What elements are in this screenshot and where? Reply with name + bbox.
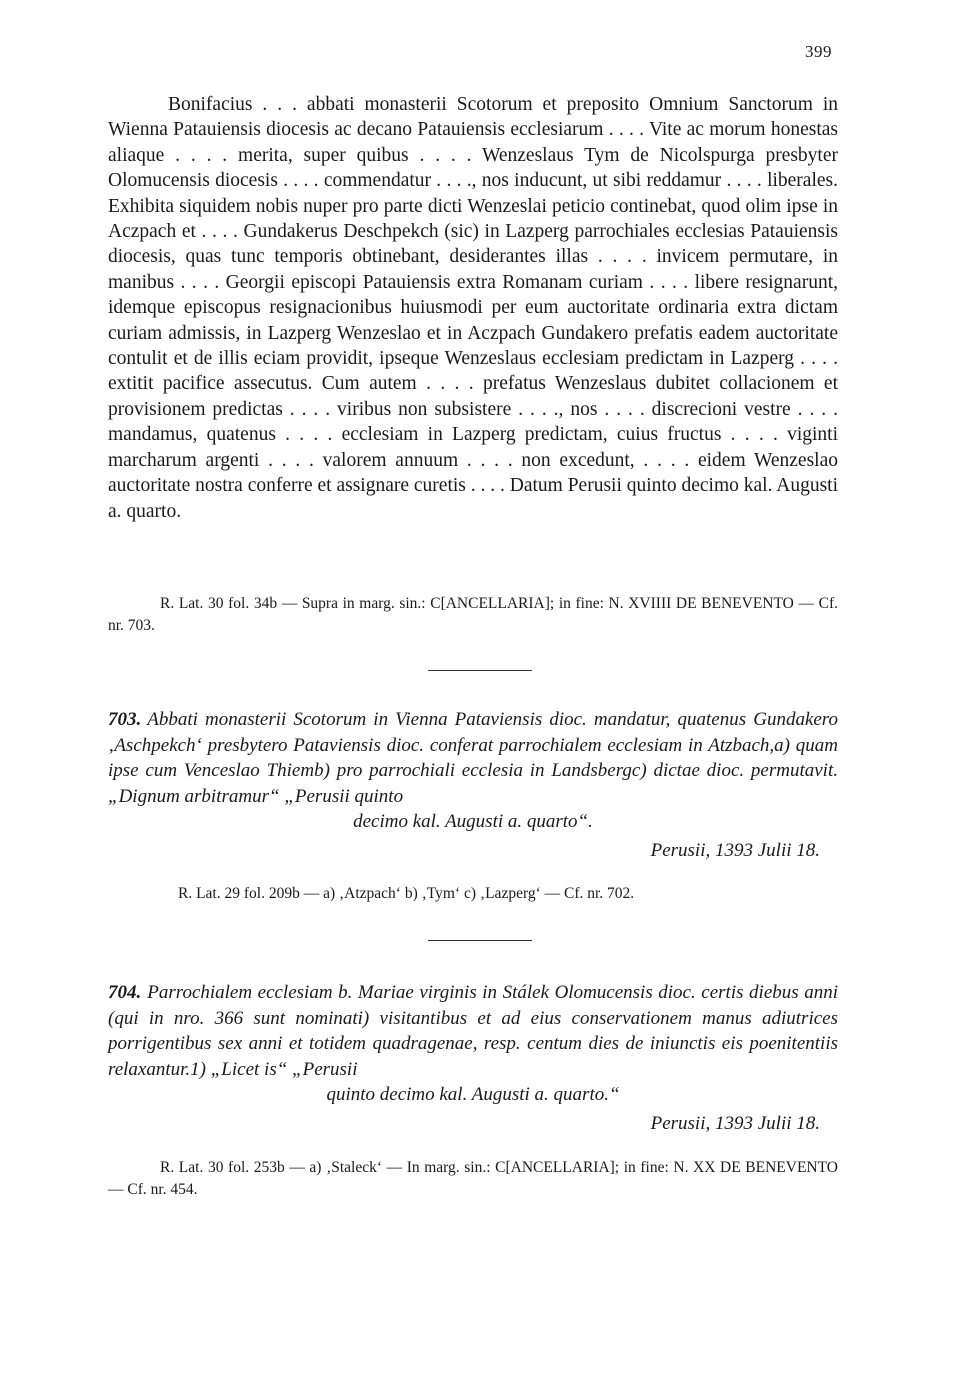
regest-date: Perusii, 1393 Julii 18. <box>650 840 820 861</box>
regest-date: Perusii, 1393 Julii 18. <box>650 1113 820 1134</box>
footnote-704: R. Lat. 30 fol. 253b — a) ‚Staleck‘ — In marg. sin.: C[ANCELLARIA]; in fine: N. XX DE BENEVENTO — Cf. nr. 454. <box>108 1159 838 1198</box>
section-divider <box>428 670 532 671</box>
regest-number: 703. <box>108 709 142 730</box>
footnote-702: R. Lat. 30 fol. 34b — Supra in marg. sin.: C[ANCELLARIA]; in fine: N. XVIIII DE BENEVENTO — Cf. nr. 703. <box>108 595 838 634</box>
page-number: 399 <box>805 42 832 61</box>
regest-last-line: decimo kal. Augusti a. quarto“. <box>353 811 593 833</box>
section-divider <box>428 940 532 941</box>
regest-text: Parrochialem ecclesiam b. Mariae virginis in Stálek Olomucensis dioc. certis diebus anni (qui in nro. 366 sunt nominati) visitantibus et ad eius conservationem manus adiutrices porrigentibus sex anni et totidem quadragenae, resp. centum dies de iniunctis eis poenitentiis relaxantur.1) „Licet is“ „Perusii <box>108 982 838 1080</box>
regest-number: 704. <box>108 982 142 1003</box>
regest-text: Abbati monasterii Scotorum in Vienna Pataviensis dioc. mandatur, quatenus Gundakero ‚Aschpekch‘ presbytero Pataviensis dioc. conferat parrochialem ecclesiam in Atzbach,a) quam ipse cum Venceslao Thiemb) pro parrochiali ecclesia in Landsbergc) dictae dioc. permutavit. „Dignum arbitramur“ „Perusii quinto <box>108 709 838 807</box>
regest-703 <box>108 707 838 835</box>
letter-body-text: Bonifacius . . . abbati monasterii Scotorum et preposito Omnium Sanctorum in Wienna Patauiensis diocesis ac decano Patauiensis ecclesiarum . . . . Vite ac morum honestas aliaque . . . . merita, super quibus . . . . Wenzeslaus Tym de Nicolspurga presbyter Olomucensis diocesis . . . . commendatur . . . ., nos inducunt, ut sibi reddamur . . . . liberales. Exhibita siquidem nobis nuper pro parte dicti Wenzeslai peticio continebat, quod olim ipse in Aczpach et . . . . Gundakerus Deschpekch (sic) in Lazperg parrochiales ecclesias Patauiensis diocesis, quas tunc temporis obtinebant, desiderantes illas . . . . invicem permutare, in manibus . . . . Georgii episcopi Patauiensis extra Romanam curiam . . . . libere resignarunt, idemque episcopus resignacionibus huiusmodi per eum auctoritate ordinaria extra dictam curiam admissis, in Lazperg Wenzeslao et in Aczpach Gundakero prefatis eadem auctoritate contulit et de illis eciam providit, ipseque Wenzeslaus ecclesiam predictam in Lazperg . . . . extitit pacifice assecutus. Cum autem . . . . prefatus Wenzeslaus dubitet collacionem et provisionem predictas . . . . viribus non subsistere . . . ., nos . . . . discrecioni vestre . . . . mandamus, quatenus . . . . ecclesiam in Lazperg predictam, cuius fructus . . . . viginti marcharum argenti . . . . valorem annuum . . . . non excedunt, . . . . eidem Wenzeslao auctoritate nostra conferre et assignare curetis . . . . Datum Perusii quinto decimo kal. Augusti a. quarto. <box>108 94 838 522</box>
regest-704 <box>108 980 838 1108</box>
footnote-703: R. Lat. 29 fol. 209b — a) ‚Atzpach‘ b) ‚Tym‘ c) ‚Lazperg‘ — Cf. nr. 702. <box>178 885 635 902</box>
regest-last-line: quinto decimo kal. Augusti a. quarto.“ <box>326 1084 620 1106</box>
